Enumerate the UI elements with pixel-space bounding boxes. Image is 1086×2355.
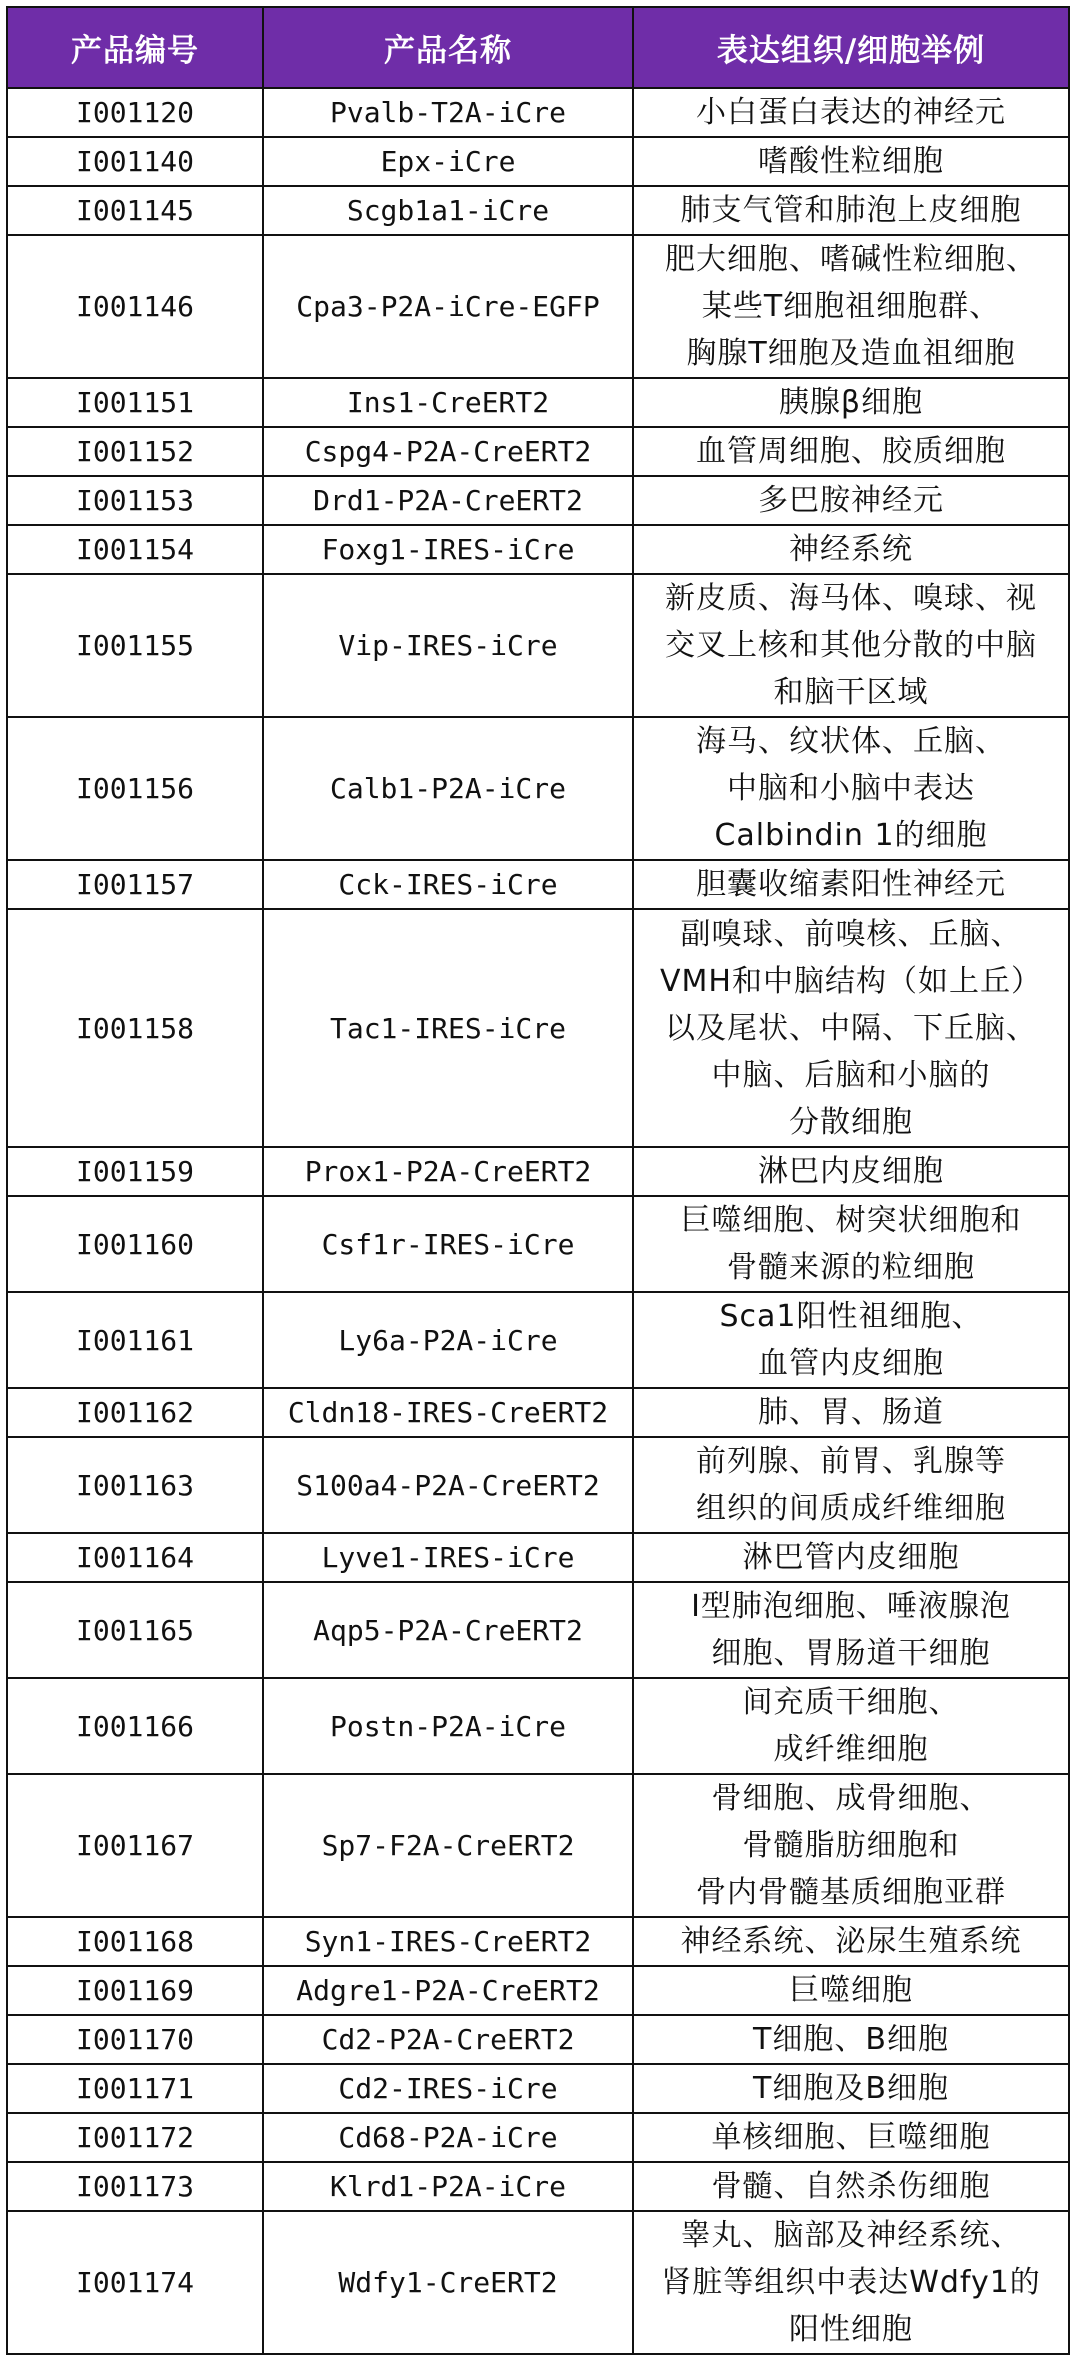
table-row: [7, 88, 1069, 137]
expression-line: 单核细胞、巨噬细胞: [711, 2120, 991, 2155]
expression-cell: [633, 2211, 1069, 2354]
expression-line: 神经系统: [789, 532, 913, 567]
product-id-cell: I001145: [7, 186, 263, 235]
product-id-cell: I001174: [7, 2211, 263, 2354]
expression-cell: [633, 2015, 1069, 2064]
expression-line: 阳性细胞: [789, 2312, 913, 2347]
expression-line: 以及尾状、中隔、下丘脑、: [665, 1010, 1037, 1046]
expression-line: Sca1阳性祖细胞、: [719, 1299, 983, 1334]
expression-line: 血管内皮细胞: [758, 1346, 944, 1381]
expression-line: 分散细胞: [789, 1104, 913, 1140]
product-name-cell: Cd68-P2A-iCre: [263, 2113, 633, 2162]
product-id-cell: I001156: [7, 717, 263, 860]
product-table: [6, 6, 1070, 2355]
product-id-cell: I001172: [7, 2113, 263, 2162]
expression-line: 肺支气管和肺泡上皮细胞: [680, 193, 1022, 228]
expression-line: T细胞、B细胞: [753, 2022, 949, 2057]
expression-cell: [633, 1966, 1069, 2015]
product-name-cell: Ly6a-P2A-iCre: [263, 1292, 633, 1388]
table-row: [7, 1678, 1069, 1774]
product-name-cell: Cd2-IRES-iCre: [263, 2064, 633, 2113]
expression-cell: [633, 186, 1069, 235]
expression-cell: [633, 2162, 1069, 2211]
product-id-cell: I001153: [7, 476, 263, 525]
table-row: [7, 186, 1069, 235]
product-id-cell: I001158: [7, 909, 263, 1147]
product-name-cell: Calb1-P2A-iCre: [263, 717, 633, 860]
product-id-cell: I001152: [7, 427, 263, 476]
product-id-cell: I001161: [7, 1292, 263, 1388]
expression-line: 前列腺、前胃、乳腺等: [696, 1444, 1006, 1479]
expression-cell: [633, 1917, 1069, 1966]
table-row: [7, 1917, 1069, 1966]
product-name-cell: Foxg1-IRES-iCre: [263, 525, 633, 574]
product-name-cell: Postn-P2A-iCre: [263, 1678, 633, 1774]
product-id-cell: I001155: [7, 574, 263, 717]
product-id-cell: I001170: [7, 2015, 263, 2064]
expression-cell: [633, 88, 1069, 137]
table-row: [7, 1966, 1069, 2015]
table-row: [7, 860, 1069, 909]
header-product-id: 产品编号: [7, 7, 263, 88]
expression-line: 骨髓来源的粒细胞: [727, 1250, 975, 1285]
expression-cell: [633, 2064, 1069, 2113]
expression-line: 淋巴内皮细胞: [758, 1154, 944, 1189]
expression-cell: [633, 427, 1069, 476]
product-id-cell: I001165: [7, 1582, 263, 1678]
table-row: [7, 1292, 1069, 1388]
expression-cell: [633, 476, 1069, 525]
table-row: [7, 2211, 1069, 2354]
product-name-cell: Prox1-P2A-CreERT2: [263, 1147, 633, 1196]
table-row: [7, 2113, 1069, 2162]
product-id-cell: I001120: [7, 88, 263, 137]
product-name-cell: Epx-iCre: [263, 137, 633, 186]
product-name-cell: Cpa3-P2A-iCre-EGFP: [263, 235, 633, 378]
expression-line: 小白蛋白表达的神经元: [696, 95, 1006, 130]
expression-cell: [633, 1678, 1069, 1774]
header-product-name: 产品名称: [263, 7, 633, 88]
product-name-cell: Adgre1-P2A-CreERT2: [263, 1966, 633, 2015]
product-id-cell: I001151: [7, 378, 263, 427]
table-row: [7, 2162, 1069, 2211]
product-name-cell: Cck-IRES-iCre: [263, 860, 633, 909]
product-id-cell: I001171: [7, 2064, 263, 2113]
expression-line: 骨髓脂肪细胞和: [742, 1828, 960, 1863]
product-name-cell: Wdfy1-CreERT2: [263, 2211, 633, 2354]
expression-cell: [633, 1437, 1069, 1533]
expression-line: T细胞及B细胞: [753, 2071, 949, 2106]
expression-cell: [633, 235, 1069, 378]
header-expression: 表达组织/细胞举例: [633, 7, 1069, 88]
product-id-cell: I001169: [7, 1966, 263, 2015]
expression-line: 巨噬细胞: [789, 1973, 913, 2008]
product-id-cell: I001159: [7, 1147, 263, 1196]
table-row: [7, 1437, 1069, 1533]
product-name-cell: S100a4-P2A-CreERT2: [263, 1437, 633, 1533]
product-name-cell: Pvalb-T2A-iCre: [263, 88, 633, 137]
table-row: [7, 909, 1069, 1147]
product-name-cell: Drd1-P2A-CreERT2: [263, 476, 633, 525]
expression-cell: [633, 717, 1069, 860]
product-name-cell: Klrd1-P2A-iCre: [263, 2162, 633, 2211]
expression-line: 多巴胺神经元: [758, 483, 944, 518]
expression-line: Ⅰ型肺泡细胞、唾液腺泡: [691, 1589, 1011, 1624]
expression-line: 组织的间质成纤维细胞: [696, 1491, 1006, 1526]
product-id-cell: I001163: [7, 1437, 263, 1533]
table-row: [7, 1147, 1069, 1196]
product-id-cell: I001154: [7, 525, 263, 574]
product-name-cell: Cldn18-IRES-CreERT2: [263, 1388, 633, 1437]
expression-cell: [633, 1582, 1069, 1678]
expression-cell: [633, 1196, 1069, 1292]
table-row: [7, 1582, 1069, 1678]
table-row: [7, 137, 1069, 186]
product-name-cell: Tac1-IRES-iCre: [263, 909, 633, 1147]
product-name-cell: Syn1-IRES-CreERT2: [263, 1917, 633, 1966]
product-name-cell: Scgb1a1-iCre: [263, 186, 633, 235]
expression-cell: [633, 860, 1069, 909]
product-id-cell: I001166: [7, 1678, 263, 1774]
product-name-cell: Cspg4-P2A-CreERT2: [263, 427, 633, 476]
table-row: [7, 378, 1069, 427]
expression-line: 淋巴管内皮细胞: [742, 1540, 960, 1575]
expression-line: 海马、纹状体、丘脑、: [696, 724, 1006, 759]
expression-line: 肾脏等组织中表达Wdfy1的: [661, 2265, 1041, 2300]
table-row: [7, 1388, 1069, 1437]
product-name-cell: Lyve1-IRES-iCre: [263, 1533, 633, 1582]
table-row: [7, 476, 1069, 525]
expression-line: 胸腺T细胞及造血祖细胞: [686, 336, 1016, 371]
table-row: [7, 1196, 1069, 1292]
expression-line: 和脑干区域: [773, 675, 929, 710]
expression-cell: [633, 574, 1069, 717]
table-header: [7, 7, 1069, 88]
table-row: [7, 2064, 1069, 2113]
expression-line: 中脑、后脑和小脑的: [711, 1057, 991, 1093]
expression-line: 成纤维细胞: [773, 1732, 929, 1767]
expression-line: 胰腺β细胞: [778, 385, 924, 420]
expression-cell: [633, 2113, 1069, 2162]
expression-line: 某些T细胞祖细胞群、: [701, 289, 1001, 324]
product-name-cell: Ins1-CreERT2: [263, 378, 633, 427]
table-row: [7, 427, 1069, 476]
product-name-cell: Csf1r-IRES-iCre: [263, 1196, 633, 1292]
expression-cell: [633, 909, 1069, 1147]
expression-line: 肺、胃、肠道: [758, 1395, 944, 1430]
table-body: [7, 88, 1069, 2354]
expression-cell: [633, 1292, 1069, 1388]
expression-cell: [633, 1533, 1069, 1582]
expression-line: 胆囊收缩素阳性神经元: [696, 867, 1006, 902]
expression-line: 骨细胞、成骨细胞、: [711, 1781, 991, 1816]
expression-line: 细胞、胃肠道干细胞: [711, 1636, 991, 1671]
product-name-cell: Cd2-P2A-CreERT2: [263, 2015, 633, 2064]
expression-line: 巨噬细胞、树突状细胞和: [680, 1203, 1022, 1238]
product-name-cell: Vip-IRES-iCre: [263, 574, 633, 717]
expression-cell: [633, 137, 1069, 186]
product-name-cell: Sp7-F2A-CreERT2: [263, 1774, 633, 1917]
table-row: [7, 1533, 1069, 1582]
product-id-cell: I001168: [7, 1917, 263, 1966]
table-row: [7, 525, 1069, 574]
expression-line: 嗜酸性粒细胞: [758, 144, 944, 179]
expression-cell: [633, 1774, 1069, 1917]
product-id-cell: I001164: [7, 1533, 263, 1582]
expression-line: 交叉上核和其他分散的中脑: [665, 628, 1037, 663]
table-row: [7, 235, 1069, 378]
expression-line: 间充质干细胞、: [742, 1685, 960, 1720]
product-id-cell: I001157: [7, 860, 263, 909]
expression-cell: [633, 525, 1069, 574]
product-id-cell: I001140: [7, 137, 263, 186]
product-name-cell: Aqp5-P2A-CreERT2: [263, 1582, 633, 1678]
product-table-container: [6, 6, 1068, 2355]
expression-line: VMH和中脑结构（如上丘）: [660, 963, 1042, 999]
table-row: [7, 717, 1069, 860]
expression-line: 神经系统、泌尿生殖系统: [680, 1924, 1022, 1959]
expression-line: 血管周细胞、胶质细胞: [696, 434, 1006, 469]
expression-line: 骨内骨髓基质细胞亚群: [696, 1875, 1006, 1910]
expression-line: 骨髓、自然杀伤细胞: [711, 2169, 991, 2204]
expression-line: 肥大细胞、嗜碱性粒细胞、: [665, 242, 1037, 277]
product-id-cell: I001160: [7, 1196, 263, 1292]
expression-line: 睾丸、脑部及神经系统、: [680, 2218, 1022, 2253]
table-row: [7, 2015, 1069, 2064]
table-row: [7, 1774, 1069, 1917]
expression-cell: [633, 1147, 1069, 1196]
product-id-cell: I001146: [7, 235, 263, 378]
product-id-cell: I001162: [7, 1388, 263, 1437]
expression-line: 副嗅球、前嗅核、丘脑、: [680, 916, 1022, 952]
expression-line: Calbindin 1的细胞: [714, 818, 988, 853]
product-id-cell: I001173: [7, 2162, 263, 2211]
header-row: [7, 7, 1069, 88]
product-id-cell: I001167: [7, 1774, 263, 1917]
expression-line: 中脑和小脑中表达: [727, 771, 975, 806]
expression-cell: [633, 378, 1069, 427]
expression-line: 新皮质、海马体、嗅球、视: [665, 581, 1037, 616]
expression-cell: [633, 1388, 1069, 1437]
table-row: [7, 574, 1069, 717]
